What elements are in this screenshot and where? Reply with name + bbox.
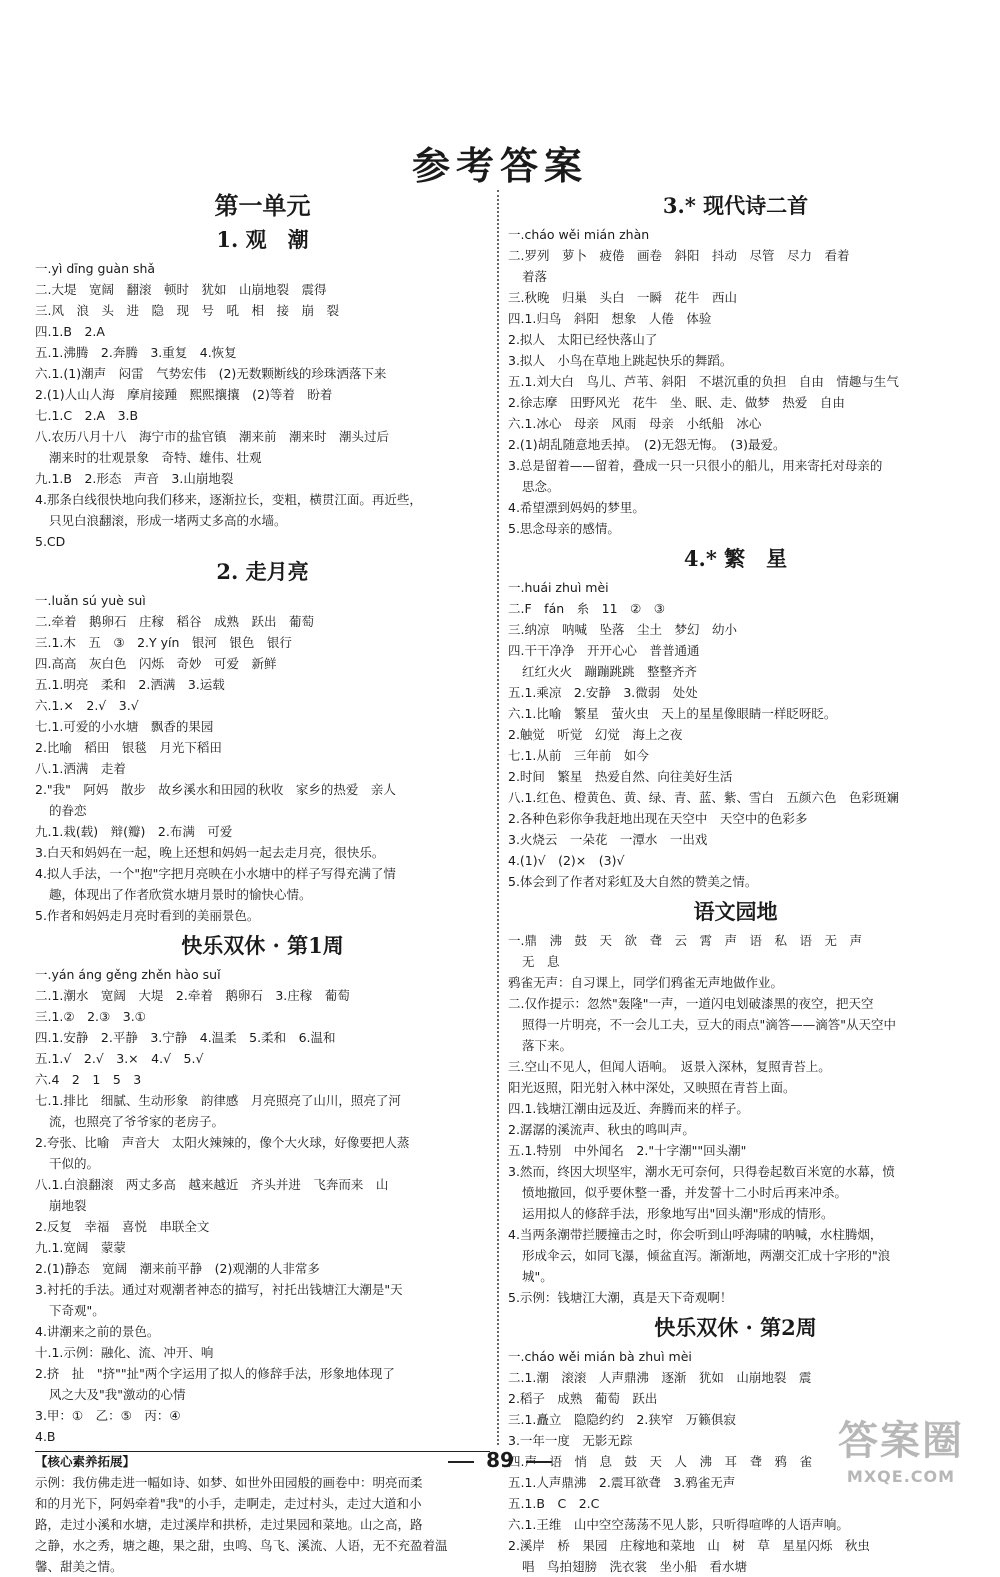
answer-line: 唱 鸟拍翅膀 洗衣裳 坐小船 看水塘	[522, 1559, 748, 1574]
section-heading: 语文园地	[693, 899, 778, 924]
answer-line: 五.1.沸腾 2.奔腾 3.重复 4.恢复	[35, 345, 237, 360]
answer-line: 4.B	[35, 1429, 56, 1444]
answer-line: 二.F fán 糸 11 ② ③	[508, 601, 665, 616]
answer-line: 2.反复 幸福 喜悦 串联全文	[35, 1219, 210, 1234]
answer-line: 五.1.明亮 柔和 2.洒满 3.运载	[35, 677, 225, 692]
section-heading: 3.* 现代诗二首	[662, 193, 809, 218]
answer-line: 示例：我仿佛走进一幅如诗、如梦、如世外田园般的画卷中：明亮而柔	[35, 1475, 423, 1490]
answer-line: 2.挤 扯 "挤""扯"两个字运用了拟人的修辞手法，形象地体现了	[35, 1366, 395, 1381]
answer-line: 2.比喻 稻田 银毯 月光下稻田	[35, 740, 222, 755]
box-title: 【核心素养拓展】	[35, 1451, 490, 1472]
answer-line: 4.(1)√ (2)× (3)√	[508, 853, 625, 868]
answer-line: 六.1.(1)潮声 闷雷 气势宏伟 (2)无数颗断线的珍珠洒落下来	[35, 366, 387, 381]
answer-line: 二.罗列 萝卜 疲倦 画卷 斜阳 抖动 尽管 尽力 看着	[508, 248, 850, 263]
right-column	[508, 186, 963, 1577]
answer-line: 4.希望漂到妈妈的梦里。	[508, 500, 645, 515]
answer-line: 六.4 2 1 5 3	[35, 1072, 142, 1087]
answer-line: 一.yì dīng guàn shǎ	[35, 261, 156, 276]
answer-line: 2.溪岸 桥 果园 庄稼地和菜地 山 树 草 星星闪烁 秋虫	[508, 1538, 870, 1553]
answer-line: 3.白天和妈妈在一起，晚上还想和妈妈一起去走月亮，很快乐。	[35, 845, 385, 860]
answer-line: 4.拟人手法，一个"抱"字把月亮映在小水塘中的样子写得充满了情	[35, 866, 396, 881]
answer-line: 三.纳凉 呐喊 坠落 尘土 梦幻 幼小	[508, 622, 737, 637]
answer-line: 2.徐志摩 田野风光 花牛 坐、眠、走、做梦 热爱 自由	[508, 395, 845, 410]
answer-line: 二.仅作提示：忽然"轰隆"一声，一道闪电划破漆黑的夜空，把天空	[508, 996, 874, 1011]
answer-line: 五.1.√ 2.√ 3.× 4.√ 5.√	[35, 1051, 204, 1066]
answer-line: 和的月光下，阿妈牵着"我"的小手，走啊走，走过村头，走过大道和小	[35, 1496, 422, 1511]
answer-line: 一.luǎn sú yuè suì	[35, 593, 146, 608]
answer-line: 思念。	[522, 479, 560, 494]
answer-line: 3.总是留着——留着，叠成一只一只很小的船儿，用来寄托对母亲的	[508, 458, 883, 473]
watermark-main: 答案圈	[838, 1417, 964, 1464]
answer-line: 一.cháo wěi mián zhàn	[508, 227, 650, 242]
answer-line: 三.1.② 2.③ 3.①	[35, 1009, 146, 1024]
answer-line: 5.思念母亲的感情。	[508, 521, 620, 536]
answer-line: 八.1.白浪翻滚 两丈多高 越来越近 齐头并进 飞奔而来 山	[35, 1177, 389, 1192]
answer-line: 崩地裂	[49, 1198, 87, 1213]
answer-line: 七.1.可爱的小水塘 飘香的果园	[35, 719, 214, 734]
answer-line: 只见白浪翻滚，形成一堵两丈多高的水墙。	[49, 513, 287, 528]
answer-line: 四.声 语 悄 息 鼓 天 人 沸 耳 聋 鸦 雀	[508, 1454, 812, 1469]
answer-line: 2."我" 阿妈 散步 故乡溪水和田园的秋收 家乡的热爱 亲人	[35, 782, 396, 797]
answer-line: 2.潺潺的溪流声、秋虫的鸣叫声。	[508, 1122, 695, 1137]
answer-line: 三.1.木 五 ③ 2.Y yín 银河 银色 银行	[35, 635, 292, 650]
answer-line: 四.1.归鸟 斜阳 想象 人倦 体验	[508, 311, 712, 326]
answer-line: 一.yán áng gěng zhěn hào suǐ	[35, 967, 221, 982]
answer-line: 4.那条白线很快地向我们移来，逐渐拉长，变粗，横贯江面。再近些，	[35, 492, 422, 507]
answer-line: 五.1.人声鼎沸 2.震耳欲聋 3.鸦雀无声	[508, 1475, 736, 1490]
answer-line: 运用拟人的修辞手法，形象地写出"回头潮"形成的情形。	[522, 1206, 834, 1221]
answer-line: 三.1.矗立 隐隐约约 2.狭窄 万籁俱寂	[508, 1412, 736, 1427]
answer-line: 十.1.示例：融化、流、冲开、响	[35, 1345, 214, 1360]
answer-line: 七.1.排比 细腻、生动形象 韵律感 月亮照亮了山川，照亮了河	[35, 1093, 401, 1108]
section-heading: 2. 走月亮	[216, 559, 309, 584]
answer-line: 之静，水之秀，塘之趣，果之甜，虫鸣、鸟飞、溪流、人语，无不充盈着温	[35, 1538, 448, 1553]
answer-line: 2.拟人 太阳已经快落山了	[508, 332, 658, 347]
answer-line: 2.夸张、比喻 声音大 太阳火辣辣的，像个大火球，好像要把人蒸	[35, 1135, 410, 1150]
answer-line: 五.1.乘凉 2.安静 3.微弱 处处	[508, 685, 698, 700]
answer-line: 下奇观"。	[49, 1303, 105, 1318]
answer-line: 2.(1)胡乱随意地丢掉。 (2)无怨无悔。 (3)最爱。	[508, 437, 786, 452]
answer-line: 4.讲潮来之前的景色。	[35, 1324, 160, 1339]
answer-line: 四.高高 灰白色 闪烁 奇妙 可爱 新鲜	[35, 656, 277, 671]
answer-line: 路，走过小溪和水塘，走过溪岸和拱桥，走过果园和菜地。山之高，路	[35, 1517, 423, 1532]
answer-line: 二.1.潮 滚滚 人声鼎沸 逐渐 犹如 山崩地裂 震	[508, 1370, 812, 1385]
answer-line: 一.鼎 沸 鼓 天 欲 聋 云 霄 声 语 私 语 无 声	[508, 933, 862, 948]
section-heading: 快乐双休 · 第2周	[654, 1315, 817, 1340]
answer-line: 二.1.潮水 宽阔 大堤 2.牵着 鹅卵石 3.庄稼 葡萄	[35, 988, 350, 1003]
page-number: 89	[0, 1448, 1000, 1472]
left-column	[35, 186, 490, 1577]
answer-line: 4.当两条潮带拦腰撞击之时，你会听到山呼海啸的呐喊，水柱腾烟，	[508, 1227, 883, 1242]
answer-line: 的眷恋	[49, 803, 87, 818]
answer-line: 馨、甜美之情。	[35, 1559, 123, 1574]
answer-line: 潮来时的壮观景象 奇特、雄伟、壮观	[49, 450, 262, 465]
answer-line: 九.1.宽阔 蒙蒙	[35, 1240, 126, 1255]
section-heading: 快乐双休 · 第1周	[181, 933, 344, 958]
answer-line: 一.cháo wěi mián bà zhuì mèi	[508, 1349, 692, 1364]
watermark-sub: MXQE.COM	[846, 1467, 956, 1486]
answer-line: 2.各种色彩你争我赶地出现在天空中 天空中的色彩多	[508, 811, 808, 826]
answer-line: 3.火烧云 一朵花 一潭水 一出戏	[508, 832, 708, 847]
answer-line: 流，也照亮了爷爷家的老房子。	[49, 1114, 225, 1129]
answer-line: 愤地撤回，似乎要休整一番，并发誓十二小时后再来冲杀。	[522, 1185, 848, 1200]
answer-line: 七.1.C 2.A 3.B	[35, 408, 139, 423]
answer-line: 八.1.红色、橙黄色、黄、绿、青、蓝、紫、雪白 五颜六色 色彩斑斓	[508, 790, 899, 805]
answer-line: 三.秋晚 归巢 头白 一瞬 花牛 西山	[508, 290, 737, 305]
page-title: 参考答案	[411, 143, 588, 188]
answer-line: 五.1.特别 中外闻名 2."十字潮""回头潮"	[508, 1143, 747, 1158]
answer-line: 3.衬托的手法。通过对观潮者神态的描写，衬托出钱塘江大潮是"天	[35, 1282, 403, 1297]
answer-line: 鸦雀无声：自习课上，同学们鸦雀无声地做作业。	[508, 975, 784, 990]
answer-line: 四.1.钱塘江潮由远及近、奔腾而来的样子。	[508, 1101, 749, 1116]
answer-line: 3.拟人 小鸟在草地上跳起快乐的舞蹈。	[508, 353, 733, 368]
answer-line: 干似的。	[49, 1156, 100, 1171]
answer-line: 5.示例：钱塘江大潮，真是天下奇观啊！	[508, 1290, 733, 1305]
answer-line: 城"。	[522, 1269, 553, 1284]
answer-line: 5.体会到了作者对彩虹及大自然的赞美之情。	[508, 874, 758, 889]
answer-line: 风之大及"我"激动的心情	[49, 1387, 186, 1402]
answer-line: 九.1.B 2.形态 声音 3.山崩地裂	[35, 471, 234, 486]
answer-line: 五.1.刘大白 鸟儿、芦苇、斜阳 不堪沉重的负担 自由 情趣与生气	[508, 374, 899, 389]
answer-line: 3.甲：① 乙：⑤ 丙：④	[35, 1408, 181, 1423]
answer-line: 六.1.冰心 母亲 风雨 母亲 小纸船 冰心	[508, 416, 762, 431]
answer-line: 2.(1)人山人海 摩肩接踵 熙熙攘攘 (2)等着 盼着	[35, 387, 333, 402]
answer-line: 三.风 浪 头 进 隐 现 号 吼 相 接 崩 裂	[35, 303, 339, 318]
answer-line: 落下来。	[522, 1038, 573, 1053]
answer-line: 六.1.× 2.√ 3.√	[35, 698, 139, 713]
section-heading: 4.* 繁 星	[683, 546, 788, 571]
answer-line: 九.1.栽(载) 辩(瓣) 2.布满 可爱	[35, 824, 233, 839]
answer-line: 2.触觉 听觉 幻觉 海上之夜	[508, 727, 683, 742]
answer-line: 照得一片明亮，不一会儿工夫，豆大的雨点"滴答——滴答"从天空中	[522, 1017, 897, 1032]
answer-line: 2.(1)静态 宽阔 潮来前平静 (2)观潮的人非常多	[35, 1261, 320, 1276]
answer-line: 四.1.安静 2.平静 3.宁静 4.温柔 5.柔和 6.温和	[35, 1030, 336, 1045]
watermark-logo	[816, 1415, 986, 1497]
section-heading: 1. 观 潮	[216, 227, 309, 252]
answer-line: 三.空山不见人，但闻人语响。 返景入深林，复照青苔上。	[508, 1059, 831, 1074]
answer-line: 一.huái zhuì mèi	[508, 580, 609, 595]
answer-line: 六.1.王维 山中空空荡荡不见人影，只听得喧哗的人语声响。	[508, 1517, 849, 1532]
answer-line: 阳光返照，阳光射入林中深处，又映照在青苔上面。	[508, 1080, 796, 1095]
answer-line: 六.1.比喻 繁星 萤火虫 天上的星星像眼睛一样眨呀眨。	[508, 706, 837, 721]
answer-line: 四.干干净净 开开心心 普普通通	[508, 643, 700, 658]
answer-line: 红红火火 蹦蹦跳跳 整整齐齐	[522, 664, 698, 679]
answer-line: 二.牵着 鹅卵石 庄稼 稻谷 成熟 跃出 葡萄	[35, 614, 314, 629]
answer-line: 无 息	[522, 954, 560, 969]
answer-line: 5.CD	[35, 534, 66, 549]
answer-line: 着落	[522, 269, 548, 284]
section-heading: 第一单元	[214, 191, 311, 220]
answer-line: 3.一年一度 无影无踪	[508, 1433, 633, 1448]
answer-line: 八.1.洒满 走着	[35, 761, 126, 776]
answer-line: 趣，体现出了作者欣赏水塘月景时的愉快心情。	[49, 887, 312, 902]
answer-line: 二.大堤 宽阔 翻滚 顿时 犹如 山崩地裂 震得	[35, 282, 327, 297]
answer-line: 四.1.B 2.A	[35, 324, 105, 339]
answer-line: 2.时间 繁星 热爱自然、向往美好生活	[508, 769, 733, 784]
answer-line: 形成伞云，如同飞瀑，倾盆直泻。渐渐地，两潮交汇成十字形的"浪	[522, 1248, 891, 1263]
answer-line: 3.然而，终因大坝坚牢，潮水无可奈何，只得卷起数百米宽的水幕，愤	[508, 1164, 895, 1179]
answer-line: 七.1.从前 三年前 如今	[508, 748, 649, 763]
answer-line: 五.1.B C 2.C	[508, 1496, 600, 1511]
answer-line: 八.农历八月十八 海宁市的盐官镇 潮来前 潮来时 潮头过后	[35, 429, 389, 444]
column-divider	[497, 190, 499, 1445]
answer-line: 2.稻子 成熟 葡萄 跃出	[508, 1391, 658, 1406]
answer-line: 5.作者和妈妈走月亮时看到的美丽景色。	[35, 908, 260, 923]
